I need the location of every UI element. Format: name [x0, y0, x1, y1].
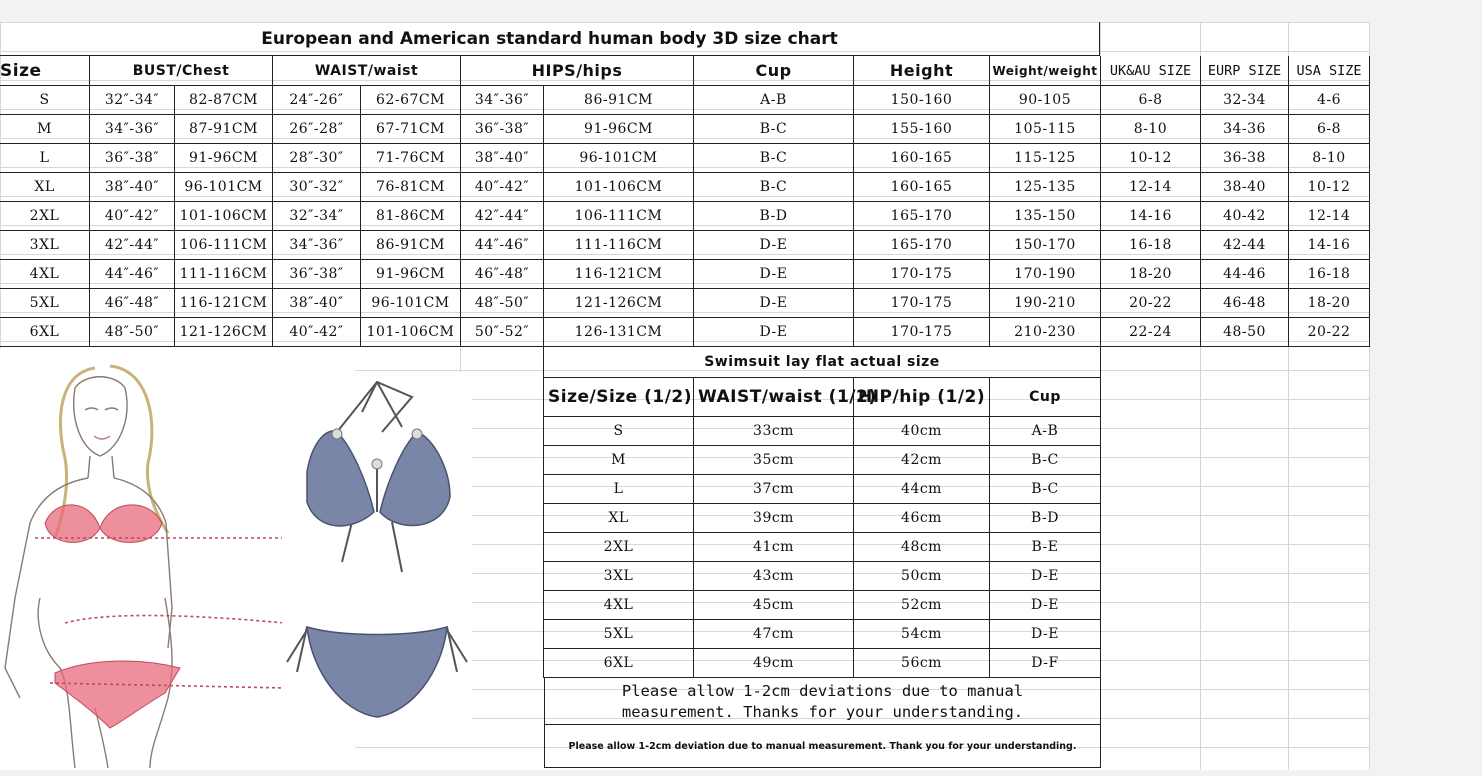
- cell-bust-cm: 96-101CM: [175, 173, 273, 202]
- cell-waist-cm: 62-67CM: [361, 86, 461, 115]
- flat-cell-waist: 49cm: [694, 649, 854, 678]
- cell-uk: 18-20: [1101, 260, 1201, 289]
- flat-cell-waist: 41cm: [694, 533, 854, 562]
- flat-cell-waist: 43cm: [694, 562, 854, 591]
- header-weight: Weight/weight: [990, 56, 1101, 86]
- cell-waist-in: 32″-34″: [273, 202, 361, 231]
- flat-cell-hip: 48cm: [854, 533, 990, 562]
- header-size: Size: [0, 56, 90, 86]
- bikini-icon: [282, 372, 472, 732]
- cell-bust-in: 34″-36″: [90, 115, 175, 144]
- flat-cell-hip: 52cm: [854, 591, 990, 620]
- flat-cell-hip: 50cm: [854, 562, 990, 591]
- cell-waist-in: 38″-40″: [273, 289, 361, 318]
- cell-hips-in: 46″-48″: [461, 260, 544, 289]
- cell-size: 3XL: [0, 231, 90, 260]
- cell-bust-in: 44″-46″: [90, 260, 175, 289]
- flat-cell-waist: 47cm: [694, 620, 854, 649]
- flat-cell-hip: 56cm: [854, 649, 990, 678]
- swimsuit-photo: [282, 372, 472, 732]
- flat-cell-cup: D-E: [990, 562, 1101, 591]
- flat-header-hip: HIP/hip (1/2): [854, 378, 990, 417]
- header-bust: BUST/Chest: [90, 56, 273, 86]
- cell-hips-cm: 86-91CM: [544, 86, 694, 115]
- cell-waist-in: 26″-28″: [273, 115, 361, 144]
- cell-hips-cm: 91-96CM: [544, 115, 694, 144]
- cell-height: 150-160: [854, 86, 990, 115]
- cell-us: 6-8: [1289, 115, 1370, 144]
- cell-height: 160-165: [854, 173, 990, 202]
- cell-hips-cm: 101-106CM: [544, 173, 694, 202]
- flat-cell-cup: B-D: [990, 504, 1101, 533]
- cell-weight: 125-135: [990, 173, 1101, 202]
- header-hips: HIPS/hips: [461, 56, 694, 86]
- cell-uk: 20-22: [1101, 289, 1201, 318]
- flat-cell-size: S: [544, 417, 694, 446]
- cell-hips-in: 34″-36″: [461, 86, 544, 115]
- cell-weight: 115-125: [990, 144, 1101, 173]
- flat-cell-hip: 42cm: [854, 446, 990, 475]
- cell-uk: 10-12: [1101, 144, 1201, 173]
- cell-hips-in: 38″-40″: [461, 144, 544, 173]
- cell-us: 16-18: [1289, 260, 1370, 289]
- flat-cell-waist: 35cm: [694, 446, 854, 475]
- cell-hips-cm: 106-111CM: [544, 202, 694, 231]
- flat-cell-size: 3XL: [544, 562, 694, 591]
- header-cup: Cup: [694, 56, 854, 86]
- cell-waist-cm: 91-96CM: [361, 260, 461, 289]
- cell-weight: 90-105: [990, 86, 1101, 115]
- cell-size: S: [0, 86, 90, 115]
- cell-weight: 190-210: [990, 289, 1101, 318]
- cell-eu: 46-48: [1201, 289, 1289, 318]
- cell-uk: 22-24: [1101, 318, 1201, 347]
- cell-waist-cm: 96-101CM: [361, 289, 461, 318]
- cell-height: 165-170: [854, 231, 990, 260]
- cell-height: 170-175: [854, 289, 990, 318]
- cell-height: 165-170: [854, 202, 990, 231]
- flat-cell-size: 5XL: [544, 620, 694, 649]
- flat-table-title: Swimsuit lay flat actual size: [544, 347, 1101, 378]
- cell-hips-cm: 96-101CM: [544, 144, 694, 173]
- flat-cell-size: 2XL: [544, 533, 694, 562]
- flat-cell-hip: 54cm: [854, 620, 990, 649]
- flat-cell-cup: B-C: [990, 475, 1101, 504]
- cell-cup: D-E: [694, 260, 854, 289]
- cell-hips-in: 48″-50″: [461, 289, 544, 318]
- cell-size: L: [0, 144, 90, 173]
- cell-waist-cm: 101-106CM: [361, 318, 461, 347]
- cell-cup: B-C: [694, 144, 854, 173]
- cell-weight: 135-150: [990, 202, 1101, 231]
- cell-hips-in: 40″-42″: [461, 173, 544, 202]
- cell-eu: 44-46: [1201, 260, 1289, 289]
- cell-bust-in: 38″-40″: [90, 173, 175, 202]
- cell-waist-cm: 76-81CM: [361, 173, 461, 202]
- measurement-note-small: Please allow 1-2cm deviation due to manual measurement. Thank you for your understanding.: [544, 725, 1101, 768]
- cell-weight: 170-190: [990, 260, 1101, 289]
- cell-bust-cm: 101-106CM: [175, 202, 273, 231]
- cell-eu: 34-36: [1201, 115, 1289, 144]
- cell-us: 8-10: [1289, 144, 1370, 173]
- flat-cell-cup: B-E: [990, 533, 1101, 562]
- flat-cell-cup: A-B: [990, 417, 1101, 446]
- cell-height: 170-175: [854, 260, 990, 289]
- flat-cell-hip: 46cm: [854, 504, 990, 533]
- cell-hips-in: 42″-44″: [461, 202, 544, 231]
- cell-eu: 42-44: [1201, 231, 1289, 260]
- cell-cup: B-C: [694, 115, 854, 144]
- flat-cell-waist: 39cm: [694, 504, 854, 533]
- cell-bust-cm: 111-116CM: [175, 260, 273, 289]
- cell-weight: 210-230: [990, 318, 1101, 347]
- flat-table-left-border: [543, 347, 544, 678]
- cell-uk: 12-14: [1101, 173, 1201, 202]
- cell-eu: 38-40: [1201, 173, 1289, 202]
- flat-cell-waist: 33cm: [694, 417, 854, 446]
- flat-cell-cup: D-E: [990, 620, 1101, 649]
- cell-uk: 14-16: [1101, 202, 1201, 231]
- cell-bust-in: 48″-50″: [90, 318, 175, 347]
- flat-cell-hip: 44cm: [854, 475, 990, 504]
- cell-us: 12-14: [1289, 202, 1370, 231]
- cell-size: 2XL: [0, 202, 90, 231]
- chart-title: European and American standard human body 3D size chart: [0, 22, 1100, 56]
- cell-cup: B-C: [694, 173, 854, 202]
- flat-cell-waist: 45cm: [694, 591, 854, 620]
- cell-cup: D-E: [694, 231, 854, 260]
- flat-cell-size: XL: [544, 504, 694, 533]
- header-waist: WAIST/waist: [273, 56, 461, 86]
- cell-size: 4XL: [0, 260, 90, 289]
- cell-waist-in: 40″-42″: [273, 318, 361, 347]
- cell-hips-cm: 116-121CM: [544, 260, 694, 289]
- flat-cell-size: L: [544, 475, 694, 504]
- cell-us: 18-20: [1289, 289, 1370, 318]
- cell-size: M: [0, 115, 90, 144]
- cell-height: 160-165: [854, 144, 990, 173]
- cell-bust-in: 46″-48″: [90, 289, 175, 318]
- flat-cell-size: 4XL: [544, 591, 694, 620]
- cell-bust-cm: 106-111CM: [175, 231, 273, 260]
- cell-waist-in: 30″-32″: [273, 173, 361, 202]
- cell-us: 4-6: [1289, 86, 1370, 115]
- cell-hips-in: 50″-52″: [461, 318, 544, 347]
- flat-cell-waist: 37cm: [694, 475, 854, 504]
- cell-weight: 105-115: [990, 115, 1101, 144]
- cell-us: 20-22: [1289, 318, 1370, 347]
- cell-hips-cm: 121-126CM: [544, 289, 694, 318]
- cell-bust-in: 40″-42″: [90, 202, 175, 231]
- cell-waist-cm: 86-91CM: [361, 231, 461, 260]
- cell-waist-cm: 67-71CM: [361, 115, 461, 144]
- cell-us: 14-16: [1289, 231, 1370, 260]
- cell-cup: D-E: [694, 318, 854, 347]
- cell-cup: D-E: [694, 289, 854, 318]
- flat-cell-cup: B-C: [990, 446, 1101, 475]
- cell-hips-in: 36″-38″: [461, 115, 544, 144]
- flat-cell-size: 6XL: [544, 649, 694, 678]
- cell-cup: A-B: [694, 86, 854, 115]
- cell-waist-in: 34″-36″: [273, 231, 361, 260]
- header-height: Height: [854, 56, 990, 86]
- cell-waist-cm: 81-86CM: [361, 202, 461, 231]
- cell-cup: B-D: [694, 202, 854, 231]
- cell-bust-in: 32″-34″: [90, 86, 175, 115]
- cell-bust-cm: 87-91CM: [175, 115, 273, 144]
- cell-eu: 40-42: [1201, 202, 1289, 231]
- measurement-note-large: Please allow 1-2cm deviations due to manual measurement. Thanks for your understanding.: [544, 678, 1101, 725]
- cell-size: 5XL: [0, 289, 90, 318]
- cell-waist-in: 24″-26″: [273, 86, 361, 115]
- header-eurp-size: EURP SIZE: [1201, 56, 1289, 86]
- flat-header-size: Size/Size (1/2): [544, 378, 694, 417]
- cell-uk: 8-10: [1101, 115, 1201, 144]
- flat-cell-cup: D-E: [990, 591, 1101, 620]
- cell-uk: 16-18: [1101, 231, 1201, 260]
- cell-bust-cm: 121-126CM: [175, 318, 273, 347]
- cell-us: 10-12: [1289, 173, 1370, 202]
- header-ukau-size: UK&AU SIZE: [1101, 56, 1201, 86]
- cell-eu: 48-50: [1201, 318, 1289, 347]
- flat-cell-cup: D-F: [990, 649, 1101, 678]
- cell-eu: 32-34: [1201, 86, 1289, 115]
- cell-bust-cm: 82-87CM: [175, 86, 273, 115]
- flat-header-waist: WAIST/waist (1/2): [694, 378, 854, 417]
- cell-hips-in: 44″-46″: [461, 231, 544, 260]
- cell-waist-cm: 71-76CM: [361, 144, 461, 173]
- cell-waist-in: 28″-30″: [273, 144, 361, 173]
- cell-height: 170-175: [854, 318, 990, 347]
- cell-size: XL: [0, 173, 90, 202]
- flat-cell-hip: 40cm: [854, 417, 990, 446]
- cell-hips-cm: 126-131CM: [544, 318, 694, 347]
- cell-bust-cm: 116-121CM: [175, 289, 273, 318]
- header-usa-size: USA SIZE: [1289, 56, 1370, 86]
- cell-height: 155-160: [854, 115, 990, 144]
- cell-hips-cm: 111-116CM: [544, 231, 694, 260]
- cell-eu: 36-38: [1201, 144, 1289, 173]
- cell-waist-in: 36″-38″: [273, 260, 361, 289]
- cell-size: 6XL: [0, 318, 90, 347]
- flat-cell-size: M: [544, 446, 694, 475]
- cell-bust-in: 42″-44″: [90, 231, 175, 260]
- cell-uk: 6-8: [1101, 86, 1201, 115]
- cell-bust-cm: 91-96CM: [175, 144, 273, 173]
- cell-bust-in: 36″-38″: [90, 144, 175, 173]
- flat-header-cup: Cup: [990, 378, 1101, 417]
- cell-weight: 150-170: [990, 231, 1101, 260]
